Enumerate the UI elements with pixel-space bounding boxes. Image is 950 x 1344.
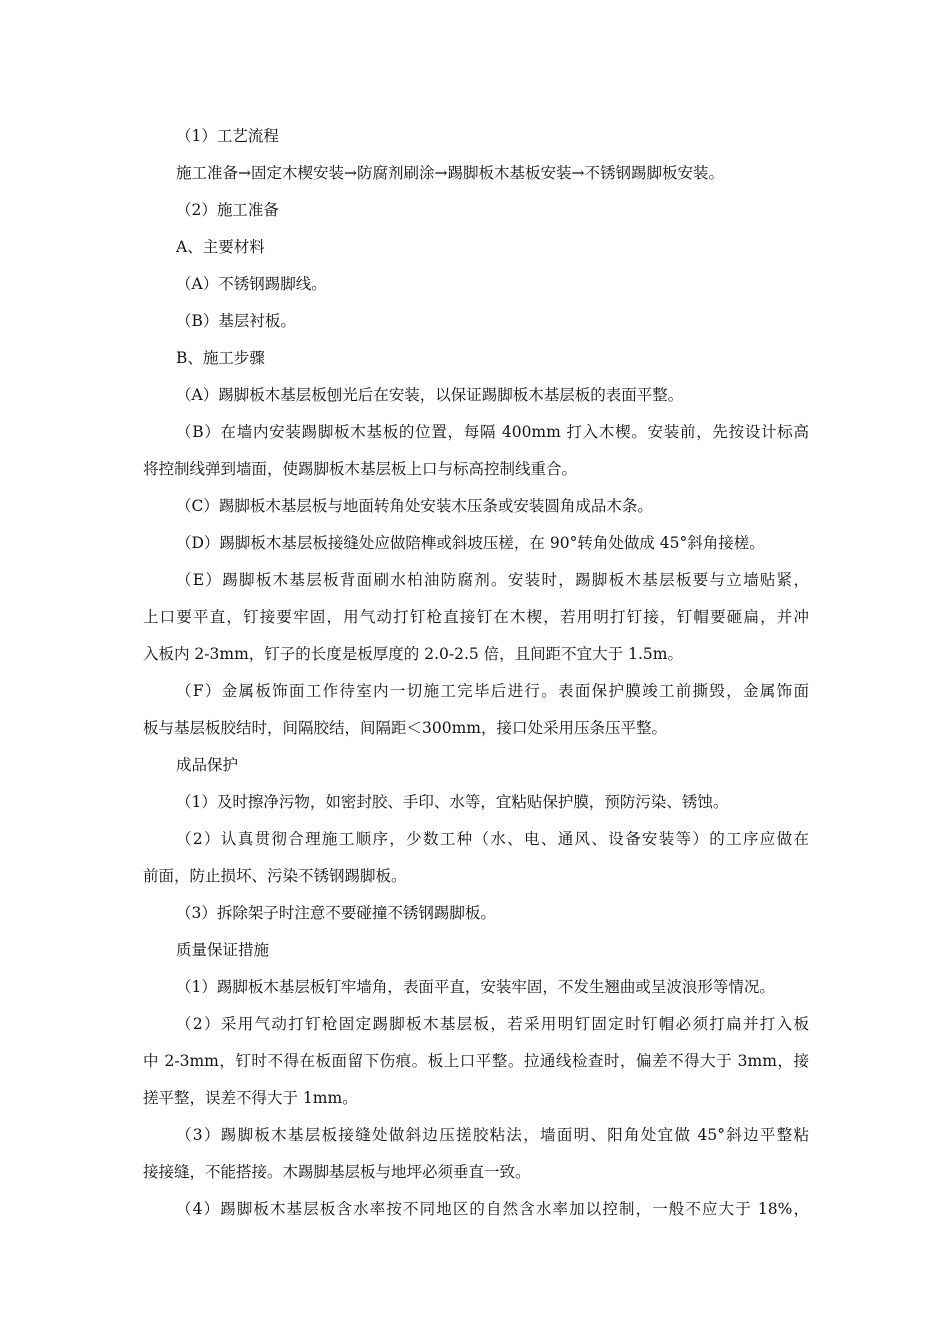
- list-item-quality-2: （2）采用气动打钉枪固定踢脚板木基层板，若采用明钉固定时钉帽必须打扁并打入板: [176, 1015, 809, 1033]
- section-heading-process-flow: （1）工艺流程: [176, 127, 279, 145]
- list-item-step-e-continued: 上口要平直，钉接要牢固，用气动打钉枪直接钉在木楔，若用明打钉接，钉帽要砸扁，并冲: [143, 608, 809, 626]
- list-item-quality-1: （1）踢脚板木基层板钉牢墙角，表面平直，安装牢固，不发生翘曲或呈波浪形等情况。: [176, 978, 775, 996]
- section-heading-finished-product-protection: 成品保护: [176, 756, 239, 774]
- list-item-protection-2-continued: 前面，防止损坏、污染不锈钢踢脚板。: [143, 867, 407, 885]
- list-item-quality-3-continued: 接接缝，不能搭接。木踢脚基层板与地坪必须垂直一致。: [143, 1163, 531, 1181]
- subheading-construction-steps: B、施工步骤: [176, 349, 265, 367]
- list-item-quality-2-continued: 搓平整，误差不得大于 1mm。: [143, 1089, 358, 1107]
- list-item-step-d: （D）踢脚板木基层板接缝处应做陪榫或斜坡压槎，在 90°转角处做成 45°斜角接槎。: [176, 534, 765, 552]
- list-item-step-b-continued: 将控制线弹到墙面，使踢脚板木基层板上口与标高控制线重合。: [143, 460, 578, 478]
- section-heading-preparation: （2）施工准备: [176, 201, 279, 219]
- list-item-material-b: （B）基层衬板。: [176, 312, 296, 330]
- list-item-material-a: （A）不锈钢踢脚线。: [176, 275, 327, 293]
- list-item-step-b: （B）在墙内安装踢脚板木基板的位置，每隔 400mm 打入木楔。安装前，先按设计标高: [176, 423, 809, 441]
- list-item-protection-3: （3）拆除架子时注意不要碰撞不锈钢踢脚板。: [176, 904, 496, 922]
- list-item-step-f: （F）金属板饰面工作待室内一切施工完毕后进行。表面保护膜竣工前撕毁，金属饰面: [176, 682, 809, 700]
- paragraph-process-flow: 施工准备→固定木楔安装→防腐剂刷涂→踢脚板木基板安装→不锈钢踢脚板安装。: [176, 164, 724, 182]
- list-item-quality-2-continued: 中 2-3mm，钉时不得在板面留下伤痕。板上口平整。拉通线检查时，偏差不得大于 3mm，接: [143, 1052, 809, 1070]
- document-body: [143, 118, 809, 1228]
- list-item-step-e-continued: 入板内 2-3mm，钉子的长度是板厚度的 2.0-2.5 倍，且间距不宜大于 1.5m。: [143, 645, 683, 663]
- subheading-main-materials: A、主要材料: [176, 238, 265, 256]
- list-item-step-f-continued: 板与基层板胶结时，间隔胶结，间隔距＜300mm，接口处采用压条压平整。: [143, 719, 667, 737]
- list-item-protection-2: （2）认真贯彻合理施工顺序，少数工种（水、电、通风、设备安装等）的工序应做在: [176, 830, 809, 848]
- list-item-step-e: （E）踢脚板木基层板背面刷水柏油防腐剂。安装时，踢脚板木基层板要与立墙贴紧，: [176, 571, 809, 589]
- list-item-quality-3: （3）踢脚板木基层板接缝处做斜边压搓胶粘法，墙面明、阳角处宜做 45°斜边平整粘: [176, 1126, 809, 1144]
- list-item-step-c: （C）踢脚板木基层板与地面转角处安装木压条或安装圆角成品木条。: [176, 497, 653, 515]
- section-heading-quality-assurance: 质量保证措施: [176, 941, 270, 959]
- list-item-protection-1: （1）及时擦净污物，如密封胶、手印、水等，宜粘贴保护膜，预防污染、锈蚀。: [176, 793, 729, 811]
- list-item-quality-4: （4）踢脚板木基层板含水率按不同地区的自然含水率加以控制，一般不应大于 18%，: [176, 1200, 809, 1218]
- list-item-step-a: （A）踢脚板木基层板刨光后在安装，以保证踢脚板木基层板的表面平整。: [176, 386, 684, 404]
